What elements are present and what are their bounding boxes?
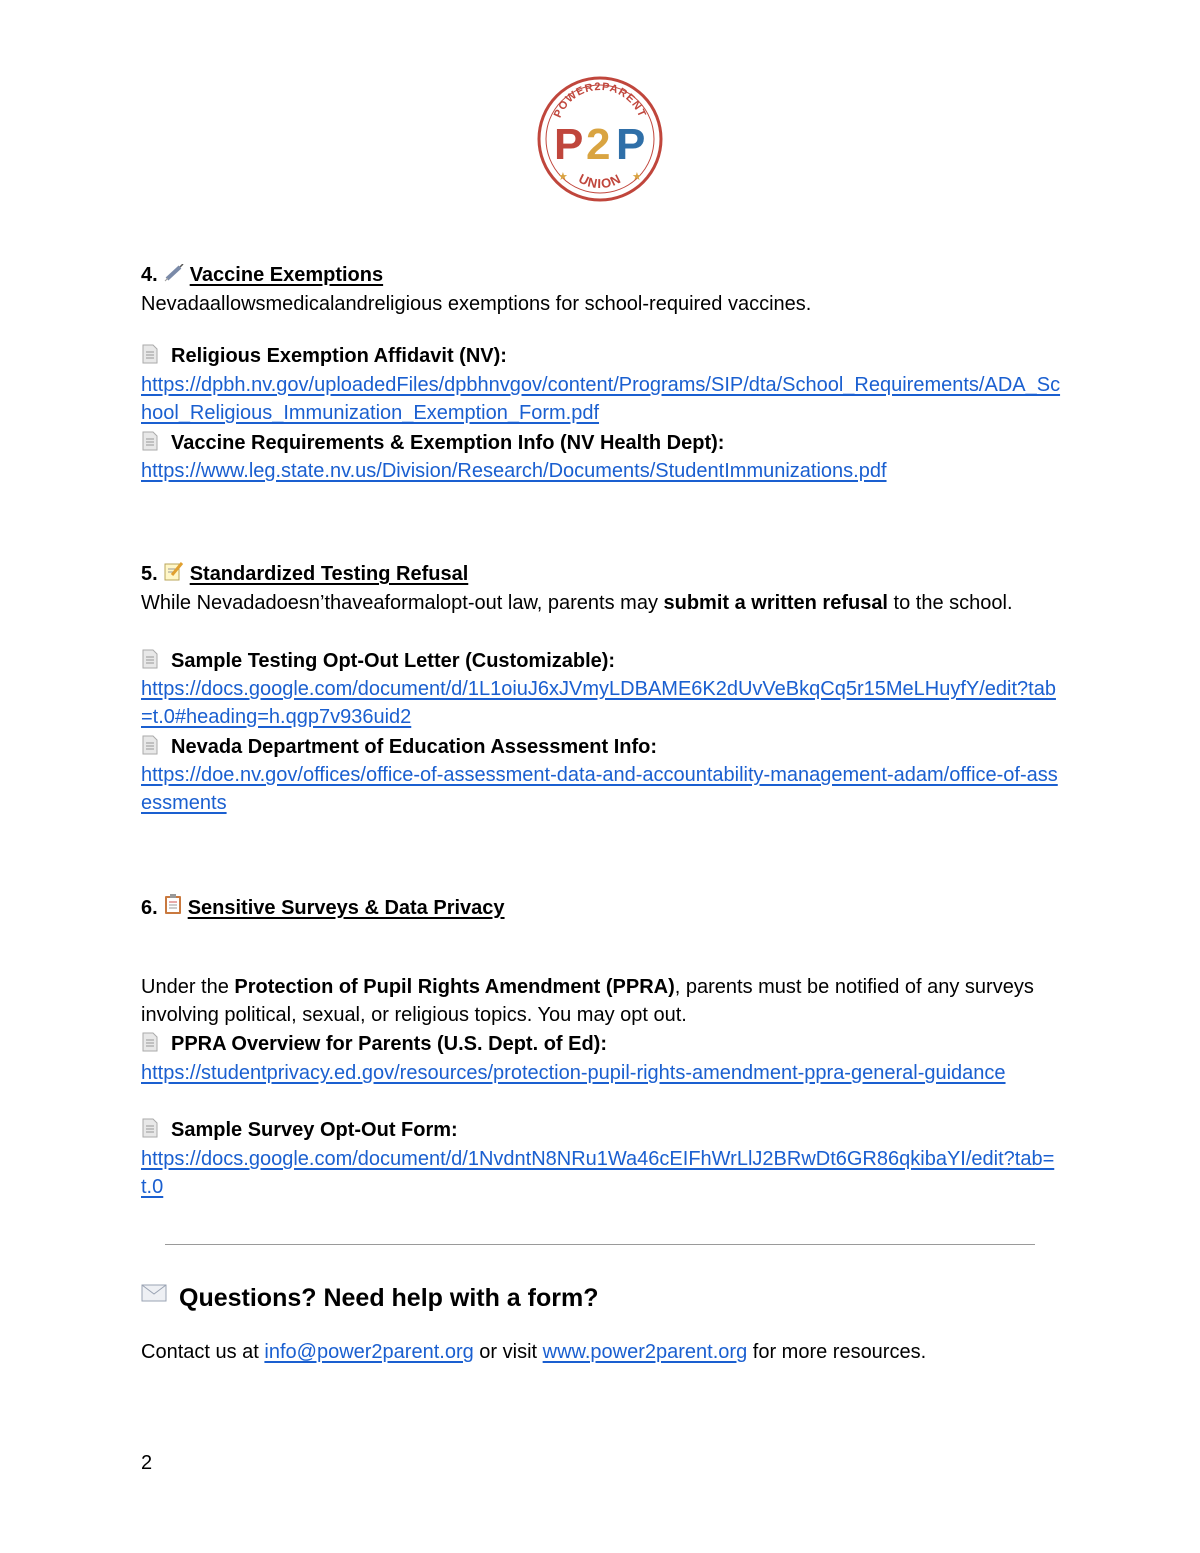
section-5-heading: 5. Standardized Testing Refusal (141, 563, 469, 585)
resource-link-row (141, 457, 1061, 485)
email-link[interactable]: info@power2parent.org (264, 1341, 474, 1363)
resource-link-row (141, 1059, 1061, 1087)
resource-title: Sample Survey Opt-Out Form: (141, 1116, 458, 1144)
svg-text:★: ★ (558, 171, 568, 183)
resource-title: Sample Testing Opt-Out Letter (Customizable): (141, 647, 615, 675)
document-icon (141, 1032, 159, 1052)
document-icon (141, 431, 159, 451)
testing-opt-out-letter-link[interactable]: https://docs.google.com/document/d/1L1oiuJ6xJVmyLDBAME6K2dUvVeBkqCq5r15MeLHuyfY/edit?tab=t.0#heading=h.qgp7v936uid2 (141, 678, 1056, 728)
syringe-icon (164, 264, 184, 282)
divider (165, 1244, 1035, 1245)
memo-pencil-icon (164, 561, 184, 581)
section-6-intro: Under the Protection of Pupil Rights Amendment (PPRA), parents must be notified of any surveys involving political, sexual, or religious topics. You may opt out. (141, 976, 1034, 1026)
p2p-union-logo (536, 72, 664, 206)
svg-text:UNION: UNION (576, 170, 624, 192)
ppra-overview-link[interactable]: https://studentprivacy.ed.gov/resources/protection-pupil-rights-amendment-ppra-general-guidance (141, 1062, 1006, 1084)
document-icon (141, 649, 159, 669)
resource-link-row (141, 1145, 1061, 1201)
resource-title: Religious Exemption Affidavit (NV): (141, 342, 507, 370)
resource-link-row (141, 675, 1061, 731)
religious-exemption-link[interactable]: https://dpbh.nv.gov/uploadedFiles/dpbhnvgov/content/Programs/SIP/dta/School_Requirements/ADA_School_Religious_Immunization_Exemption_Form.pdf (141, 374, 1061, 424)
vaccine-requirements-link[interactable]: https://www.leg.state.nv.us/Division/Research/Documents/StudentImmunizations.pdf (141, 460, 887, 482)
svg-text:★: ★ (632, 171, 642, 183)
document-icon (141, 344, 159, 364)
resource-title: Nevada Department of Education Assessment Info: (141, 733, 657, 761)
resource-title: PPRA Overview for Parents (U.S. Dept. of Ed): (141, 1030, 607, 1058)
section-4-heading: 4. Vaccine Exemptions (141, 264, 384, 286)
envelope-icon (141, 1284, 167, 1302)
survey-opt-out-form-link[interactable]: https://docs.google.com/document/d/1NvdntN8NRu1Wa46cEIFhWrLlJ2BRwDt6GR86qkibaYI/edit?tab=t.0 (141, 1148, 1055, 1198)
resource-link-row (141, 761, 1061, 817)
section-4-intro: Nevadaallowsmedicalandreligious exemptions for school-required vaccines. (141, 293, 812, 315)
svg-text:P: P (554, 120, 584, 169)
clipboard-icon (164, 893, 182, 915)
resource-title: Vaccine Requirements & Exemption Info (NV Health Dept): (141, 429, 724, 457)
resource-link-row (141, 371, 1061, 427)
contact-line: Contact us at info@power2parent.org or visit www.power2parent.org for more resources. (141, 1341, 927, 1363)
contact-heading: Questions? Need help with a form? (141, 1284, 598, 1313)
document-icon (141, 1118, 159, 1138)
svg-text:2: 2 (586, 120, 611, 169)
website-link[interactable]: www.power2parent.org (542, 1341, 748, 1363)
svg-text:P: P (616, 120, 646, 169)
page-number: 2 (141, 1452, 153, 1474)
assessment-info-link[interactable]: https://doe.nv.gov/offices/office-of-assessment-data-and-accountability-management-adam/office-of-assessments (141, 764, 1058, 814)
section-5-intro: While Nevadadoesn’thaveaformalopt-out law, parents may submit a written refusal to the school. (141, 592, 1013, 614)
document-icon (141, 735, 159, 755)
section-6-heading: 6. Sensitive Surveys & Data Privacy (141, 893, 505, 922)
svg-text:POWER2PARENT: POWER2PARENT (551, 80, 649, 120)
